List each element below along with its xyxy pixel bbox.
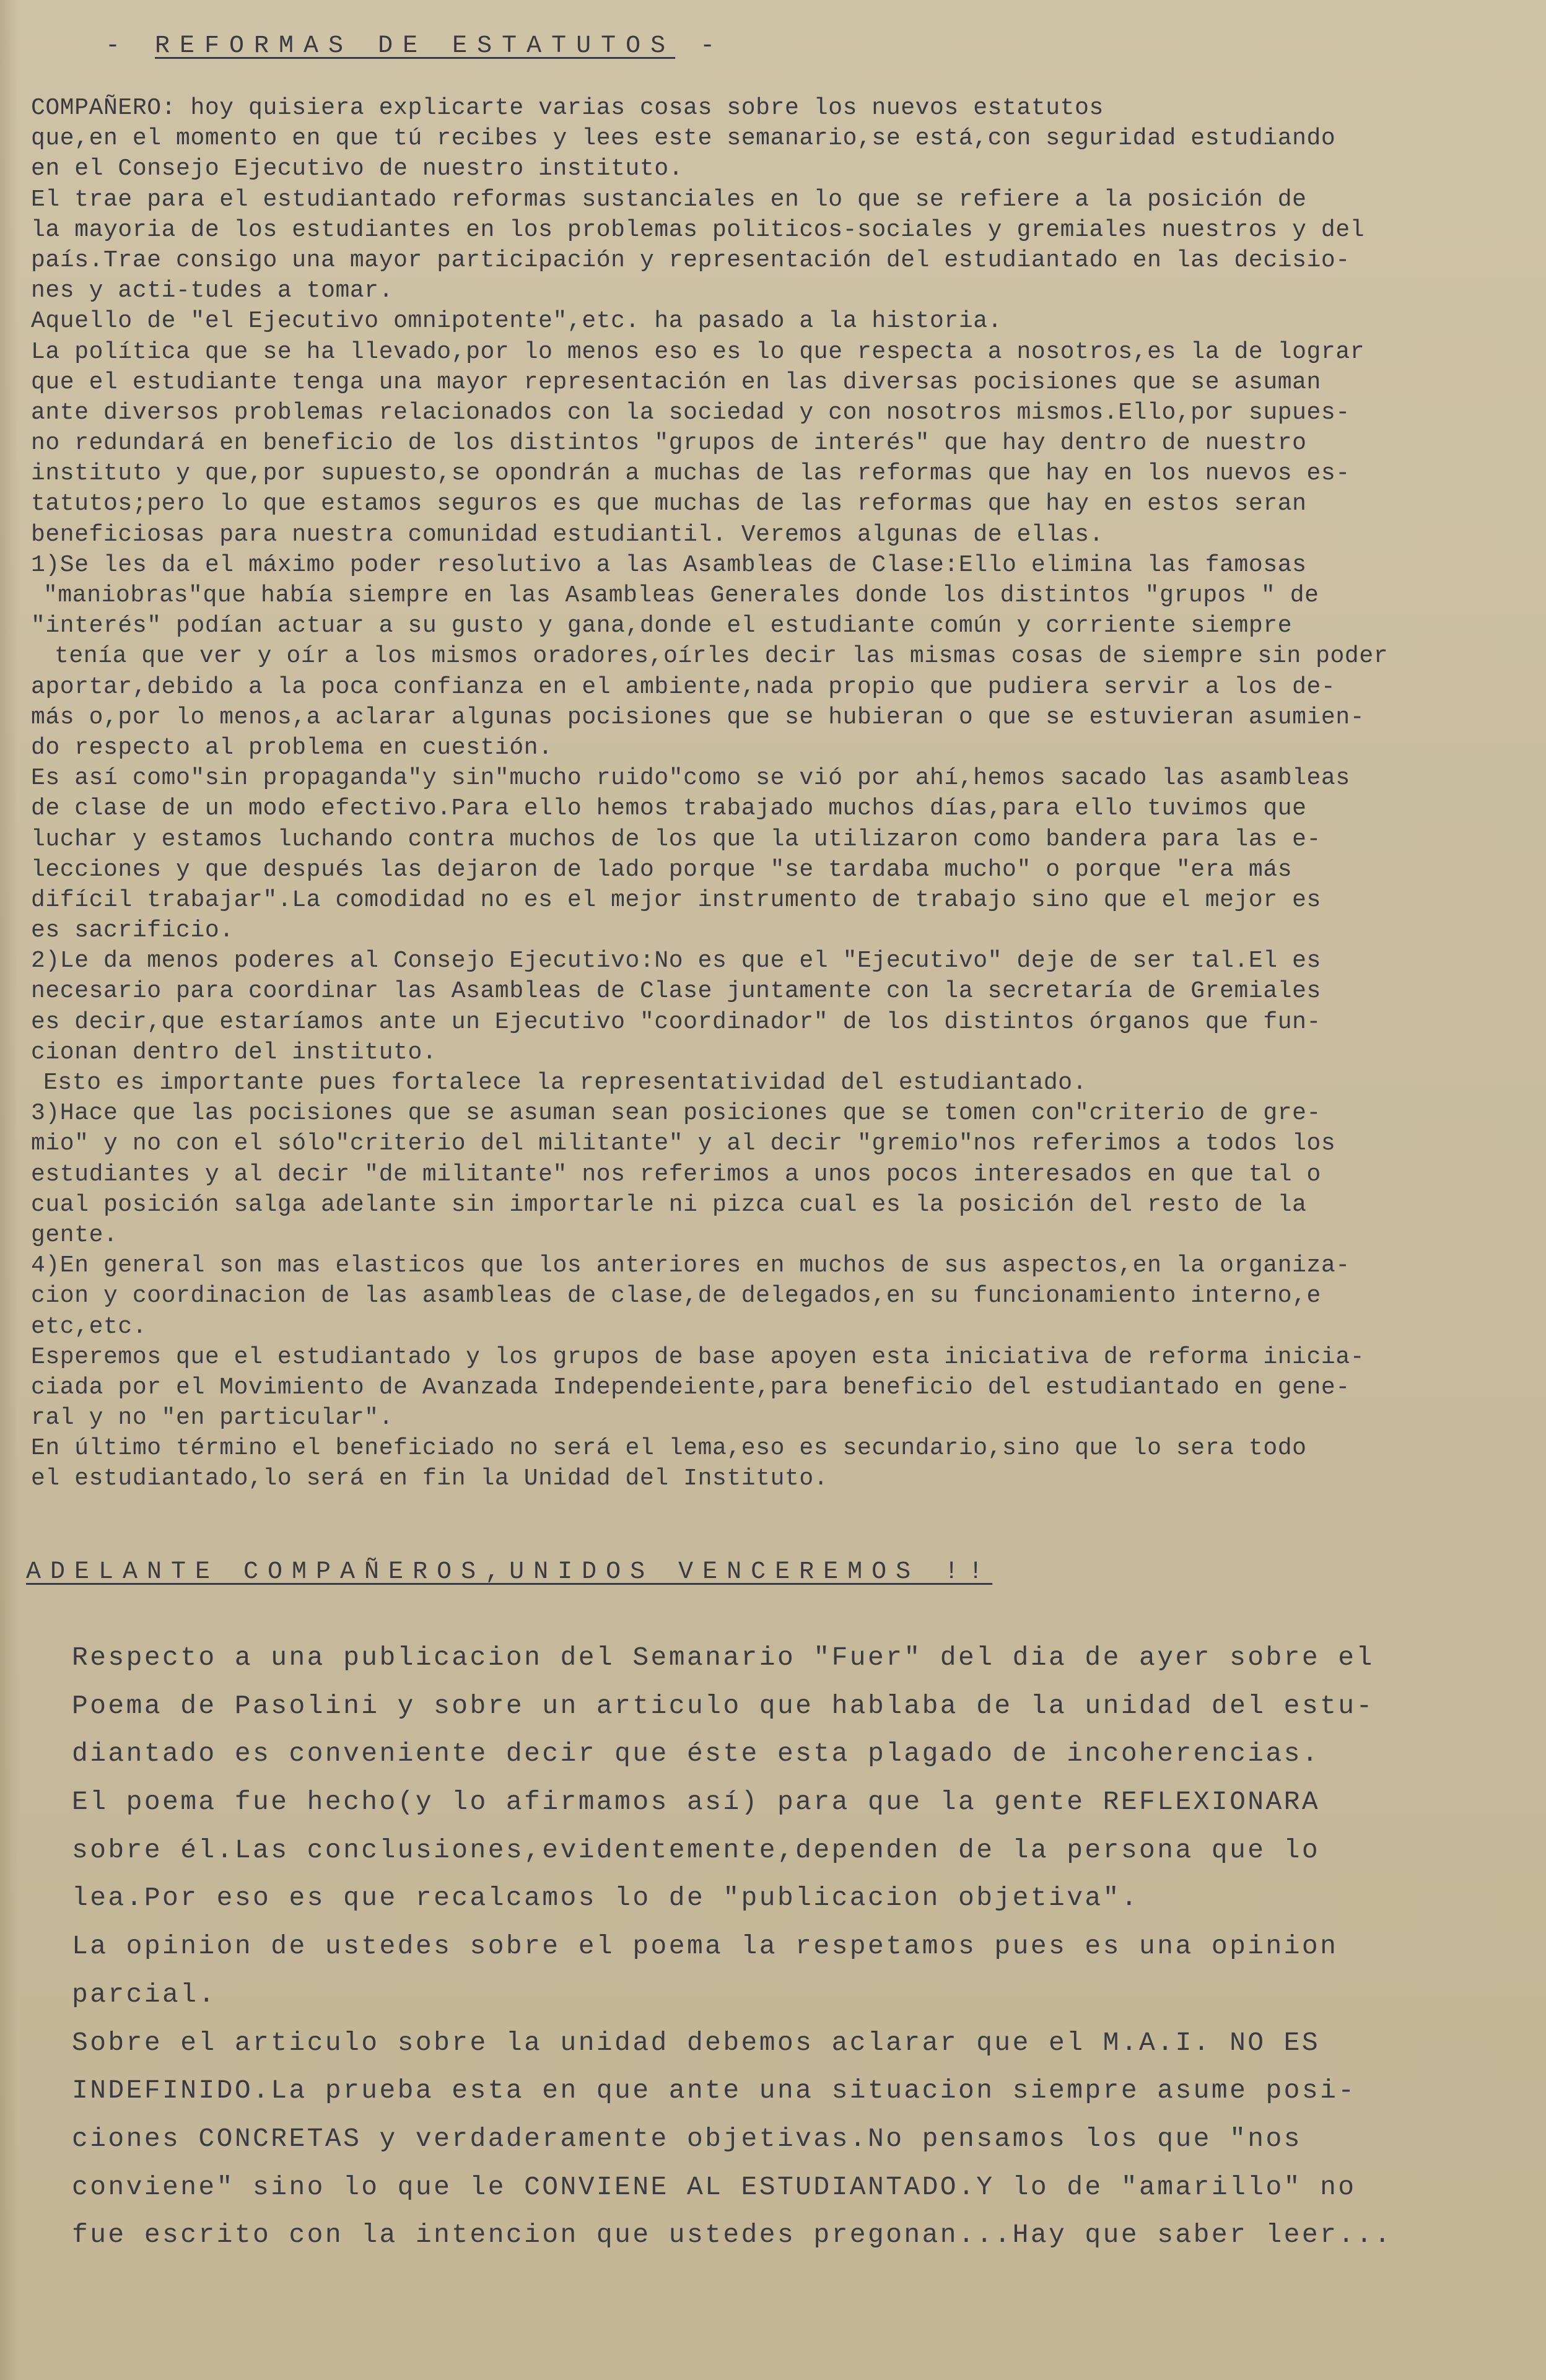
article-line: Esto es importante pues fortalece la representatividad del estudiantado. [43,1070,1088,1096]
article-line: do respecto al problema en cuestión. [31,734,553,761]
article-line: difícil trabajar".La comodidad no es el mejor instrumento de trabajo sino que el mejor es [31,886,1321,913]
article-line: beneficiosas para nuestra comunidad estudiantil. Veremos algunas de ellas. [31,521,1104,548]
article-line: La política que se ha llevado,por lo menos eso es lo que respecta a nosotros,es la de lograr [31,338,1365,365]
reply-line: INDEFINIDO.La prueba esta en que ante una situacion siempre asume posi- [72,2075,1356,2106]
article-line: Es así como"sin propaganda"y sin"mucho ruido"como se vió por ahí,hemos sacado las asambleas [31,765,1350,792]
article-line: cual posición salga adelante sin importarle ni pizca cual es la posición del resto de la [31,1191,1307,1218]
reply-line: Poema de Pasolini y sobre un articulo que hablaba de la unidad del estu- [72,1690,1374,1721]
article-line: estudiantes y al decir "de militante" nos referimos a unos pocos interesados en que tal o [31,1161,1321,1188]
reply-line: El poema fue hecho(y lo afirmamos así) para que la gente REFLEXIONARA [72,1787,1321,1818]
article-line: El trae para el estudiantado reformas sustanciales en lo que se refiere a la posición de [31,186,1307,213]
article-line: tenía que ver y oír a los mismos oradores,oírles decir las mismas cosas de siempre sin poder [55,643,1389,670]
slogan-text: ADELANTE COMPAÑEROS,UNIDOS VENCEREMOS !! [26,1558,993,1586]
article-line: ciada por el Movimiento de Avanzada Independeiente,para beneficio del estudiantado en gene- [31,1374,1350,1401]
reply-line: conviene" sino lo que le CONVIENE AL ESTUDIANTADO.Y lo de "amarillo" no [72,2171,1356,2202]
article-line: en el Consejo Ejecutivo de nuestro instituto. [31,155,684,183]
title-dash-right: - [700,32,725,60]
title-text: REFORMAS DE ESTATUTOS [155,32,676,60]
reply-section [72,1634,1496,2259]
reply-line: Respecto a una publicacion del Semanario "Fuer" del dia de ayer sobre el [72,1642,1374,1673]
article-line: En último término el beneficiado no será el lema,eso es secundario,sino que lo sera todo [31,1435,1307,1462]
article-line: "interés" podían actuar a su gusto y gana,donde el estudiante común y corriente siempre [31,612,1293,640]
article-line: luchar y estamos luchando contra muchos de los que la utilizaron como bandera para las e- [31,826,1321,853]
article-line: el estudiantado,lo será en fin la Unidad del Instituto. [31,1465,829,1493]
reply-line: lea.Por eso es que recalcamos lo de "publicacion objetiva". [72,1883,1140,1914]
article-line: "maniobras"que había siempre en las Asambleas Generales donde los distintos "grupos " de [43,582,1319,609]
article-line: lecciones y que después las dejaron de lado porque "se tardaba mucho" o porque "era más [31,856,1293,883]
article-line: necesario para coordinar las Asambleas de Clase juntamente con la secretaría de Gremiales [31,978,1321,1005]
closing-slogan [26,1558,1166,1586]
article-line: país.Trae consigo una mayor participación y representación del estudiantado en las decisio- [31,246,1350,274]
article-line: más o,por lo menos,a aclarar algunas pocisiones que se hubieran o que se estuvieran asumien- [31,704,1365,731]
article-line: 3)Hace que las pocisiones que se asuman sean posiciones que se tomen con"criterio de gre- [31,1100,1321,1127]
reply-line: fue escrito con la intencion que ustedes pregonan...Hay que saber leer... [72,2220,1392,2251]
article-body [31,93,1474,1494]
reply-line: La opinion de ustedes sobre el poema la respetamos pues es una opinion [72,1931,1339,1962]
article-line: tatutos;pero lo que estamos seguros es que muchas de las reformas que hay en estos seran [31,490,1307,518]
reply-line: ciones CONCRETAS y verdaderamente objetivas.No pensamos los que "nos [72,2123,1302,2154]
article-line: COMPAÑERO: hoy quisiera explicarte varias cosas sobre los nuevos estatutos [31,95,1104,121]
article-line: ral y no "en particular". [31,1405,394,1432]
article-line: gente. [31,1221,118,1249]
reply-line: parcial. [72,1979,217,2010]
page-edge-shadow [0,0,19,2380]
title-dash-left: - [105,32,131,60]
reply-line: diantado es conveniente decir que éste esta plagado de incoherencias. [72,1738,1321,1769]
article-line: nes y acti-tudes a tomar. [31,277,394,305]
article-line: no redundará en beneficio de los distintos "grupos de interés" que hay dentro de nuestro [31,430,1307,457]
article-line: ante diversos problemas relacionados con la sociedad y con nosotros mismos.Ello,por supues- [31,399,1350,426]
article-line: cionan dentro del instituto. [31,1039,437,1066]
reply-line: Sobre el articulo sobre la unidad debemos aclarar que el M.A.I. NO ES [72,2027,1321,2058]
article-line: 4)En general son mas elasticos que los anteriores en muchos de sus aspectos,en la organiza- [31,1252,1350,1279]
article-line: es sacrificio. [31,917,234,944]
article-line: que,en el momento en que tú recibes y lees este semanario,se está,con seguridad estudiando [31,125,1336,152]
article-line: instituto y que,por supuesto,se opondrán a muchas de las reformas que hay en los nuevos es- [31,460,1350,487]
article-line: 1)Se les da el máximo poder resolutivo a las Asambleas de Clase:Ello elimina las famosas [31,551,1307,578]
article-line: que el estudiante tenga una mayor representación en las diversas pocisiones que se asuman [31,368,1321,396]
article-line: es decir,que estaríamos ante un Ejecutivo "coordinador" de los distintos órganos que fun- [31,1008,1321,1035]
article-line: cion y coordinacion de las asambleas de clase,de delegados,en su funcionamiento interno,e [31,1283,1321,1310]
article-line: etc,etc. [31,1313,147,1340]
article-line: mio" y no con el sólo"criterio del militante" y al decir "gremio"nos referimos a todos los [31,1130,1336,1157]
article-line: Aquello de "el Ejecutivo omnipotente",etc. ha pasado a la historia. [31,308,1003,335]
page-title [105,32,849,60]
article-line: de clase de un modo efectivo.Para ello hemos trabajado muchos días,para ello tuvimos que [31,795,1307,822]
article-line: la mayoria de los estudiantes en los problemas politicos-sociales y gremiales nuestros y del [31,216,1365,243]
reply-line: sobre él.Las conclusiones,evidentemente,dependen de la persona que lo [72,1834,1321,1865]
article-line: 2)Le da menos poderes al Consejo Ejecutivo:No es que el "Ejecutivo" deje de ser tal.El es [31,948,1321,975]
article-line: aportar,debido a la poca confianza en el ambiente,nada propio que pudiera servir a los de- [31,673,1336,700]
article-line: Esperemos que el estudiantado y los grupos de base apoyen esta iniciativa de reforma inicia- [31,1343,1365,1371]
